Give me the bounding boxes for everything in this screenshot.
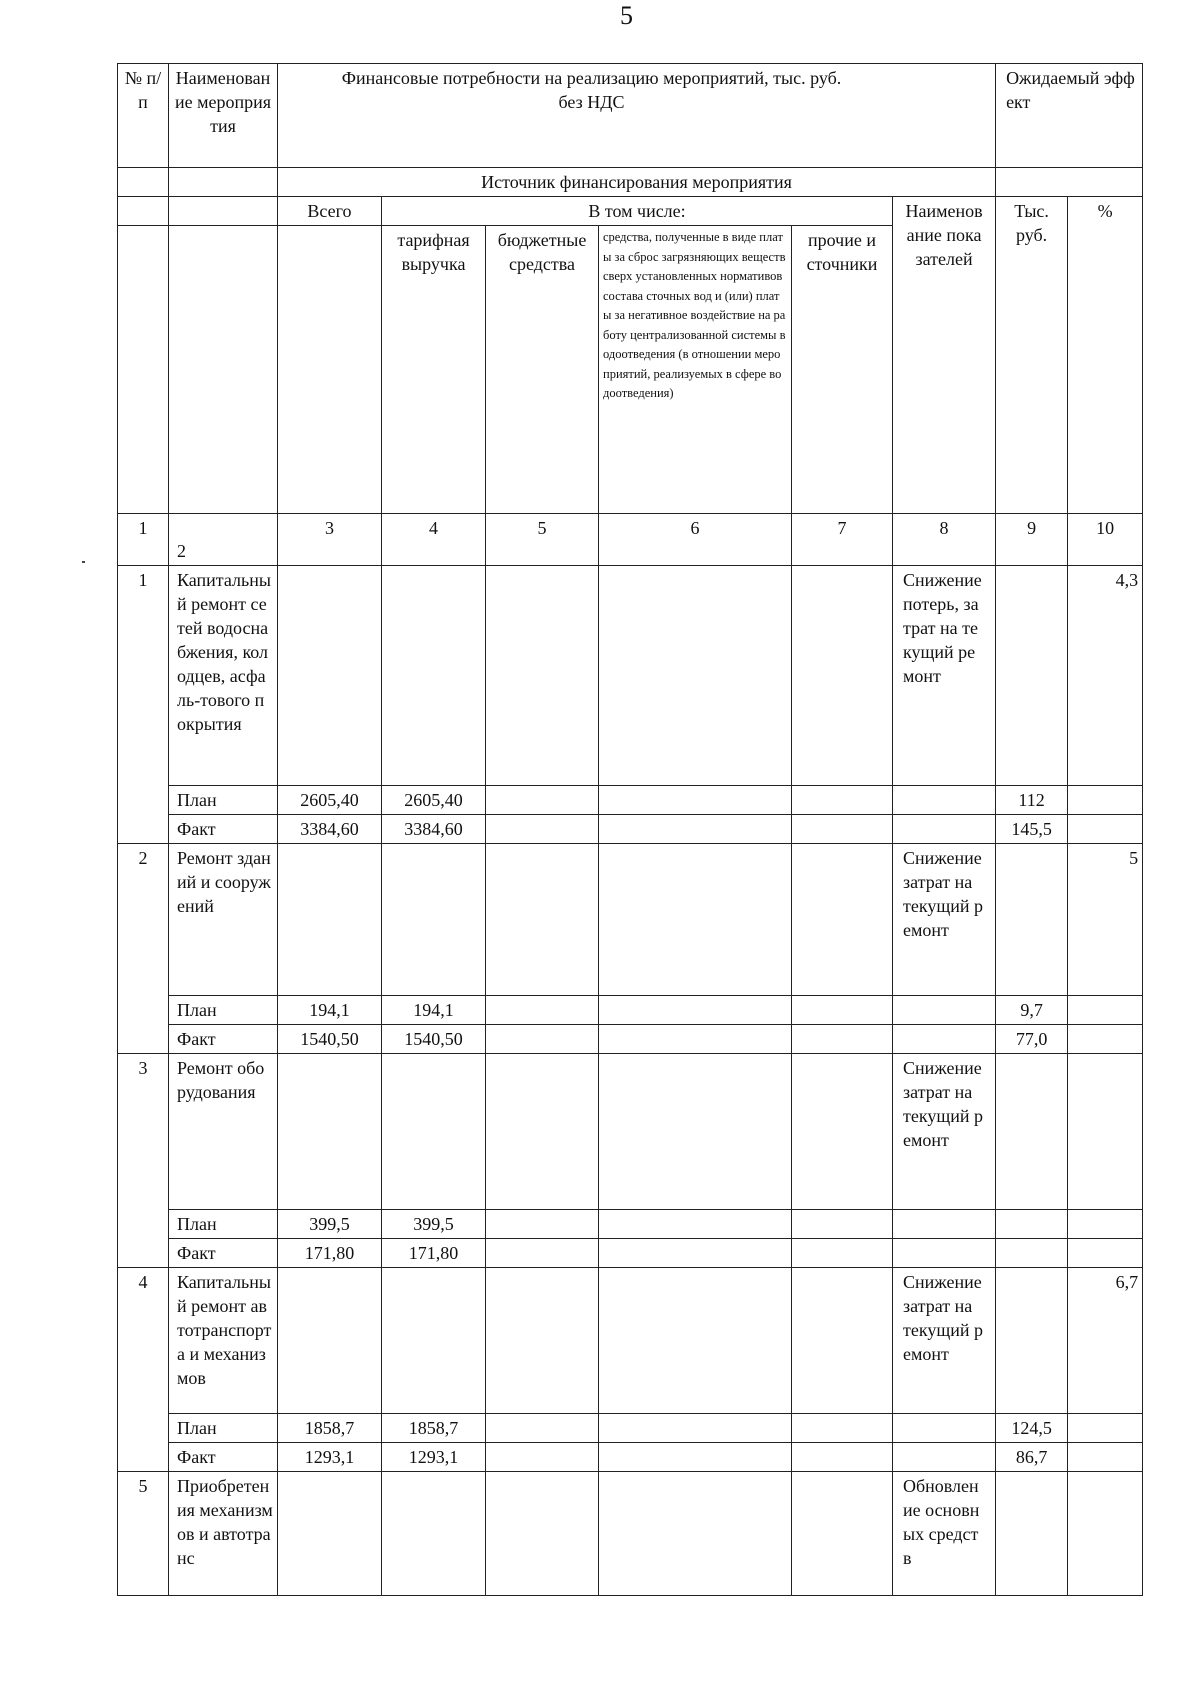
fact-thousand: 145,5	[996, 815, 1068, 844]
blank-cell	[278, 1268, 382, 1414]
effect-percent: 6,7	[1068, 1268, 1143, 1414]
fact-thousand: 86,7	[996, 1443, 1068, 1472]
measure-name: Приобретения механизмов и автотранс	[169, 1472, 278, 1596]
table-row	[118, 566, 1143, 786]
fact-total: 171,80	[278, 1239, 382, 1268]
indicator-name: Обновление основных средств	[893, 1472, 996, 1596]
blank-cell	[278, 1054, 382, 1210]
blank-cell	[486, 1210, 599, 1239]
blank-cell	[996, 168, 1143, 197]
header-indicator: Наименование показателей	[893, 197, 996, 514]
blank-cell	[1068, 815, 1143, 844]
header-thousand-rub: Тыс. руб.	[996, 197, 1068, 514]
measure-name: Ремонт зданий и сооружений	[169, 844, 278, 996]
blank-cell	[1068, 1210, 1143, 1239]
blank-cell	[169, 168, 278, 197]
blank-cell	[599, 1443, 792, 1472]
blank-cell	[118, 197, 169, 226]
blank-cell	[118, 226, 169, 514]
fact-label: Факт	[169, 1239, 278, 1268]
blank-cell	[382, 844, 486, 996]
blank-cell	[169, 226, 278, 514]
blank-cell	[599, 1025, 792, 1054]
plan-total: 2605,40	[278, 786, 382, 815]
blank-cell	[1068, 996, 1143, 1025]
header-including: В том числе:	[382, 197, 893, 226]
blank-cell	[169, 197, 278, 226]
fact-total: 3384,60	[278, 815, 382, 844]
header-name: Наименование мероприятия	[169, 64, 278, 168]
blank-cell	[893, 1443, 996, 1472]
blank-cell	[278, 566, 382, 786]
plan-total: 1858,7	[278, 1414, 382, 1443]
plan-thousand: 112	[996, 786, 1068, 815]
effect-percent	[1068, 1472, 1143, 1596]
table-row	[118, 1472, 1143, 1596]
row-number: 1	[118, 566, 169, 844]
fact-tariff: 1540,50	[382, 1025, 486, 1054]
indicator-name: Снижение затрат на текущий ремонт	[893, 1054, 996, 1210]
plan-total: 399,5	[278, 1210, 382, 1239]
blank-cell	[1068, 786, 1143, 815]
fact-tariff: 3384,60	[382, 815, 486, 844]
blank-cell	[996, 1472, 1068, 1596]
col-number: 8	[893, 514, 996, 566]
table-row	[118, 844, 1143, 996]
header-fees: средства, полученные в виде платы за сброс загрязняющих веществ сверх установленных нормативов состава сточных вод и (или) платы за негативное воздействие на работу централизованной системы водоотведения (в отношении мероприятий, реализуемых в сфере водоотведения)	[599, 226, 792, 514]
plan-label: План	[169, 1210, 278, 1239]
plan-total: 194,1	[278, 996, 382, 1025]
fact-total: 1540,50	[278, 1025, 382, 1054]
header-budget: бюджетные средства	[486, 226, 599, 514]
fact-row	[118, 1239, 1143, 1268]
effect-percent: 4,3	[1068, 566, 1143, 786]
fact-label: Факт	[169, 1025, 278, 1054]
blank-cell	[382, 566, 486, 786]
blank-cell	[278, 844, 382, 996]
fact-thousand	[996, 1239, 1068, 1268]
blank-cell	[893, 1239, 996, 1268]
blank-cell	[382, 1054, 486, 1210]
col-number: 10	[1068, 514, 1143, 566]
col-number: 4	[382, 514, 486, 566]
blank-cell	[893, 786, 996, 815]
header-tariff: тарифная выручка	[382, 226, 486, 514]
header-row-3	[118, 197, 1143, 226]
blank-cell	[599, 844, 792, 996]
fact-total: 1293,1	[278, 1443, 382, 1472]
blank-cell	[382, 1472, 486, 1596]
plan-tariff: 194,1	[382, 996, 486, 1025]
measure-name: Ремонт оборудования	[169, 1054, 278, 1210]
blank-cell	[486, 1443, 599, 1472]
header-percent: %	[1068, 197, 1143, 514]
financial-needs-table	[117, 63, 1143, 1596]
row-number: 2	[118, 844, 169, 1054]
blank-cell	[599, 1054, 792, 1210]
header-row-2	[118, 168, 1143, 197]
blank-cell	[893, 996, 996, 1025]
indicator-name: Снижение затрат на текущий ремонт	[893, 844, 996, 996]
plan-tariff: 2605,40	[382, 786, 486, 815]
measure-name: Капитальный ремонт автотранспорта и механизмов	[169, 1268, 278, 1414]
header-row-1	[118, 64, 1143, 168]
blank-cell	[996, 1054, 1068, 1210]
blank-cell	[792, 1025, 893, 1054]
blank-cell	[599, 1414, 792, 1443]
blank-cell	[792, 1054, 893, 1210]
fact-tariff: 171,80	[382, 1239, 486, 1268]
row-number: 4	[118, 1268, 169, 1472]
fact-row	[118, 815, 1143, 844]
blank-cell	[599, 1268, 792, 1414]
column-numbers-row	[118, 514, 1143, 566]
header-funding-source: Источник финансирования мероприятия	[278, 168, 996, 197]
blank-cell	[486, 844, 599, 996]
blank-cell	[996, 1268, 1068, 1414]
blank-cell	[486, 1025, 599, 1054]
blank-cell	[893, 1025, 996, 1054]
blank-cell	[118, 168, 169, 197]
effect-percent: 5	[1068, 844, 1143, 996]
plan-thousand: 124,5	[996, 1414, 1068, 1443]
blank-cell	[486, 1239, 599, 1268]
blank-cell	[1068, 1025, 1143, 1054]
blank-cell	[893, 1414, 996, 1443]
page-number: 5	[620, 1, 633, 30]
row-number: 3	[118, 1054, 169, 1268]
blank-cell	[792, 1210, 893, 1239]
table-row	[118, 1268, 1143, 1414]
blank-cell	[792, 566, 893, 786]
blank-cell	[996, 844, 1068, 996]
blank-cell	[1068, 1414, 1143, 1443]
blank-cell	[599, 1239, 792, 1268]
row-number: 5	[118, 1472, 169, 1596]
plan-row	[118, 1414, 1143, 1443]
plan-row	[118, 1210, 1143, 1239]
blank-cell	[486, 1472, 599, 1596]
blank-cell	[792, 1414, 893, 1443]
measure-name: Капитальный ремонт сетей водоснабжения, колодцев, асфаль-тового покрытия	[169, 566, 278, 786]
blank-cell	[893, 815, 996, 844]
blank-cell	[599, 566, 792, 786]
fact-row	[118, 1443, 1143, 1472]
plan-row	[118, 786, 1143, 815]
blank-cell	[278, 1472, 382, 1596]
blank-cell	[486, 1054, 599, 1210]
plan-thousand	[996, 1210, 1068, 1239]
blank-cell	[792, 786, 893, 815]
header-financial-needs: Финансовые потребности на реализацию мероприятий, тыс. руб. без НДС	[278, 64, 996, 168]
scan-speck	[82, 561, 85, 563]
blank-cell	[1068, 1443, 1143, 1472]
blank-cell	[486, 815, 599, 844]
col-number: 7	[792, 514, 893, 566]
blank-cell	[382, 1268, 486, 1414]
header-other: прочие источники	[792, 226, 893, 514]
blank-cell	[792, 996, 893, 1025]
plan-tariff: 1858,7	[382, 1414, 486, 1443]
blank-cell	[792, 815, 893, 844]
blank-cell	[996, 566, 1068, 786]
blank-cell	[486, 566, 599, 786]
blank-cell	[486, 996, 599, 1025]
blank-cell	[599, 1210, 792, 1239]
blank-cell	[599, 786, 792, 815]
plan-label: План	[169, 996, 278, 1025]
blank-cell	[1068, 1239, 1143, 1268]
plan-label: План	[169, 786, 278, 815]
col-number: 9	[996, 514, 1068, 566]
plan-row	[118, 996, 1143, 1025]
indicator-name: Снижение потерь, затрат на текущий ремонт	[893, 566, 996, 786]
blank-cell	[792, 1443, 893, 1472]
blank-cell	[792, 1268, 893, 1414]
blank-cell	[278, 226, 382, 514]
header-total: Всего	[278, 197, 382, 226]
fact-thousand: 77,0	[996, 1025, 1068, 1054]
effect-percent	[1068, 1054, 1143, 1210]
col-number: 6	[599, 514, 792, 566]
blank-cell	[792, 1472, 893, 1596]
blank-cell	[792, 844, 893, 996]
blank-cell	[486, 1414, 599, 1443]
plan-thousand: 9,7	[996, 996, 1068, 1025]
indicator-name: Снижение затрат на текущий ремонт	[893, 1268, 996, 1414]
blank-cell	[893, 1210, 996, 1239]
col-number: 2	[169, 514, 278, 566]
blank-cell	[599, 996, 792, 1025]
blank-cell	[486, 786, 599, 815]
col-number: 5	[486, 514, 599, 566]
header-num: № п/п	[118, 64, 169, 168]
blank-cell	[486, 1268, 599, 1414]
blank-cell	[599, 815, 792, 844]
plan-label: План	[169, 1414, 278, 1443]
header-expected-effect: Ожидаемый эффект	[996, 64, 1143, 168]
table-row	[118, 1054, 1143, 1210]
fact-row	[118, 1025, 1143, 1054]
fact-label: Факт	[169, 815, 278, 844]
col-number: 3	[278, 514, 382, 566]
fact-label: Факт	[169, 1443, 278, 1472]
blank-cell	[792, 1239, 893, 1268]
col-number: 1	[118, 514, 169, 566]
plan-tariff: 399,5	[382, 1210, 486, 1239]
fact-tariff: 1293,1	[382, 1443, 486, 1472]
blank-cell	[599, 1472, 792, 1596]
